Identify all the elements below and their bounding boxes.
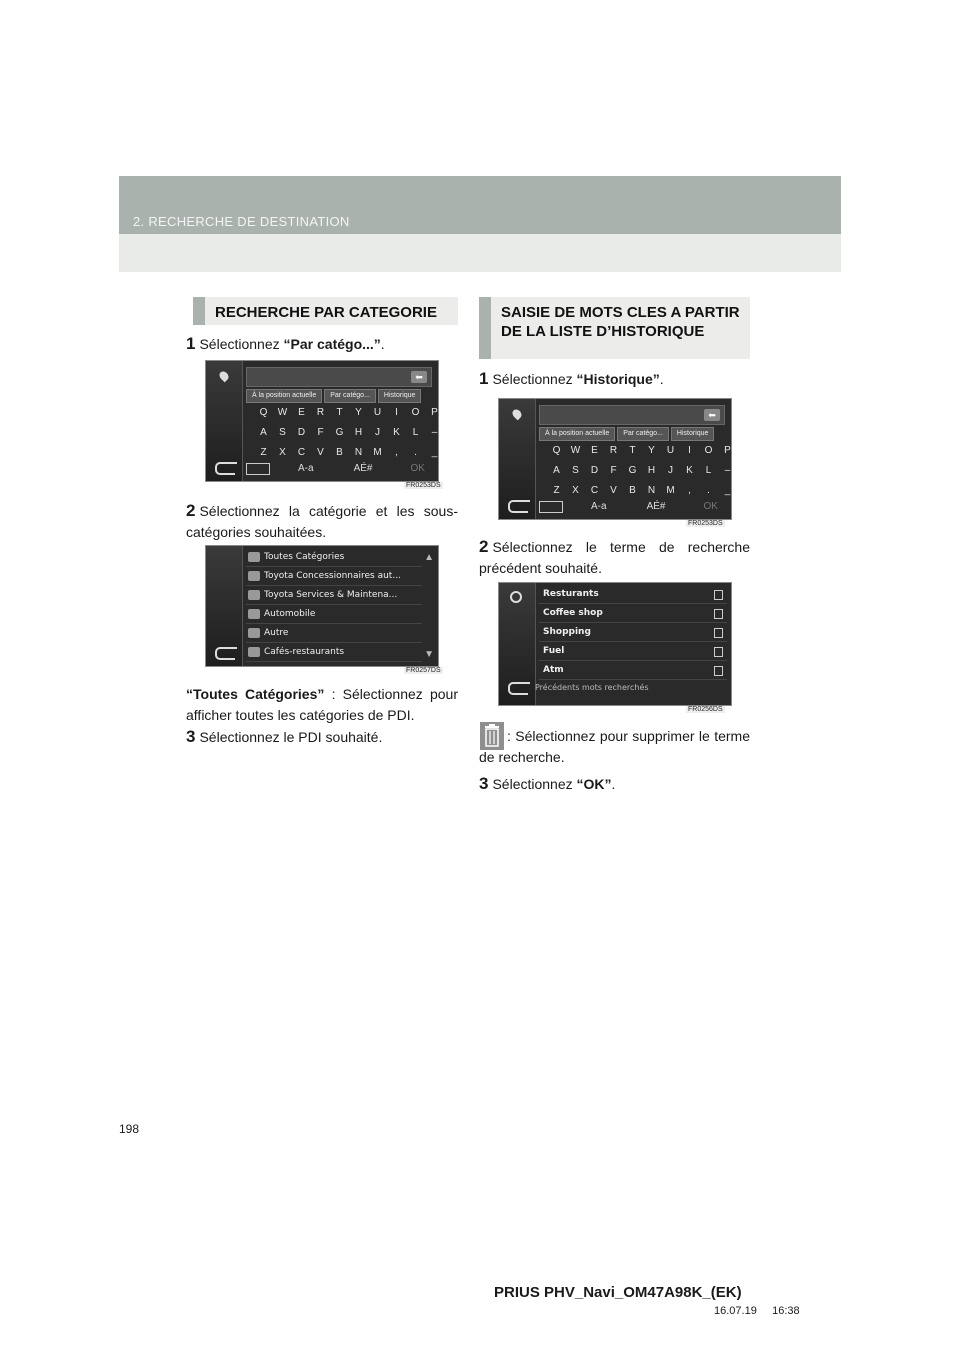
key: M (666, 485, 675, 496)
key-row-3 (547, 485, 732, 496)
key: N (354, 447, 363, 458)
key-row-1 (254, 407, 439, 418)
tab-position: À la position actuelle (539, 427, 615, 441)
scroll-up-icon: ▲ (424, 552, 434, 563)
section-title-text: RECHERCHE PAR CATEGORIE (215, 304, 437, 321)
header-title: 2. RECHERCHE DE DESTINATION (133, 214, 350, 229)
trash-icon (714, 628, 723, 638)
key: K (686, 465, 693, 476)
search-icon (510, 591, 522, 603)
key: L (705, 465, 712, 476)
car-icon (248, 609, 260, 619)
map-pin-icon (511, 408, 524, 421)
key: Y (648, 445, 655, 456)
screen-sidebar (206, 546, 243, 666)
key: D (297, 427, 306, 438)
key-row-1 (547, 445, 732, 456)
step-3-right: 3 Sélectionnez “OK”. (479, 774, 616, 793)
category-item: Toutes Catégories (246, 548, 422, 567)
tab-history: Historique (378, 389, 422, 403)
keyboard-icon (246, 463, 270, 475)
key: – (431, 427, 438, 438)
screenshot-history (498, 582, 732, 706)
section-title-category (193, 297, 458, 325)
page-header (119, 176, 841, 272)
trash-icon (714, 590, 723, 600)
screenshot-keyboard-left (205, 360, 439, 482)
key-row-2 (254, 427, 439, 438)
scroll-down-icon: ▼ (424, 649, 434, 660)
key: R (316, 407, 325, 418)
key: T (336, 407, 343, 418)
key-row-bottom (246, 463, 432, 477)
cup-icon (248, 647, 260, 657)
note-all-categories: “Toutes Catégories” : Sélectionnez pour afficher toutes les catégories de PDI. (186, 686, 458, 723)
key: , (395, 447, 398, 458)
key: _ (724, 485, 731, 496)
step-1-right: 1 Sélectionnez “Historique”. (479, 369, 664, 388)
key: C (297, 447, 306, 458)
screen-sidebar (206, 361, 243, 481)
history-footer: Précédents mots recherchés (535, 683, 649, 692)
tab-position: À la position actuelle (246, 389, 322, 403)
category-item: Automobile (246, 605, 422, 624)
screenshot-keyboard-right (498, 398, 732, 520)
key: A (260, 427, 267, 438)
tab-category: Par catégo... (324, 389, 376, 403)
history-item: Resturants (539, 585, 727, 604)
key: X (279, 447, 286, 458)
key: S (572, 465, 579, 476)
key-symbols: AÉ# (646, 501, 666, 512)
figure-code: FR0253DS (688, 520, 723, 527)
step-2-left: 2 Sélectionnez la catégorie et les sous-catégories souhaitées. (186, 501, 458, 540)
screen-input-bar (539, 405, 725, 425)
key: Q (552, 445, 561, 456)
page-number: 198 (119, 1122, 140, 1136)
trash-note: : Sélectionnez pour supprimer le terme de recherche. (479, 728, 750, 765)
key: Z (553, 485, 560, 496)
key: F (317, 427, 324, 438)
key: O (704, 445, 713, 456)
key: C (590, 485, 599, 496)
figure-code: FR0257DS (406, 667, 441, 674)
key: D (590, 465, 599, 476)
back-arrow-icon (508, 500, 528, 513)
section-title-history (479, 297, 750, 359)
key: K (393, 427, 400, 438)
key-ok: OK (703, 501, 718, 512)
trash-icon (714, 647, 723, 657)
screen-sidebar (499, 399, 536, 519)
trash-icon (714, 609, 723, 619)
screen-tabs (539, 427, 716, 441)
screen-input-bar (246, 367, 432, 387)
pin-icon (248, 628, 260, 638)
step-3-left: 3 Sélectionnez le PDI souhaité. (186, 727, 383, 746)
key: G (335, 427, 344, 438)
key: Z (260, 447, 267, 458)
map-pin-icon (218, 370, 231, 383)
back-arrow-icon (508, 682, 528, 695)
key: N (647, 485, 656, 496)
tab-history: Historique (671, 427, 715, 441)
toyota-logo-icon (248, 571, 260, 581)
key: E (298, 407, 305, 418)
backspace-icon: ⬅ (704, 409, 720, 421)
footer-doc-id: PRIUS PHV_Navi_OM47A98K_(EK) (494, 1284, 742, 1301)
key: V (610, 485, 617, 496)
key-symbols: AÉ# (353, 463, 373, 474)
back-arrow-icon (215, 462, 235, 475)
step-2-right: 2 Sélectionnez le terme de recherche précédent souhaité. (479, 537, 750, 576)
key: . (707, 485, 710, 496)
key-mode: A-a (298, 463, 314, 474)
key: I (395, 407, 398, 418)
step-1-left: 1 Sélectionnez “Par catégo...”. (186, 334, 385, 353)
key: H (354, 427, 363, 438)
key-mode: A-a (591, 501, 607, 512)
category-icon (248, 552, 260, 562)
history-item: Fuel (539, 642, 727, 661)
figure-code: FR0253DS (406, 482, 441, 489)
history-item: Shopping (539, 623, 727, 642)
key: P (724, 445, 731, 456)
trash-icon (714, 666, 723, 676)
key: O (411, 407, 420, 418)
toyota-logo-icon (248, 590, 260, 600)
key: W (277, 407, 288, 418)
key-row-2 (547, 465, 732, 476)
screen-sidebar (499, 583, 536, 705)
key: U (373, 407, 382, 418)
key: L (412, 427, 419, 438)
key: F (610, 465, 617, 476)
section-title-text: SAISIE DE MOTS CLES A PARTIR DE LA LISTE D’HISTORIQUE (501, 304, 740, 340)
key: B (336, 447, 343, 458)
key: A (553, 465, 560, 476)
history-item: Coffee shop (539, 604, 727, 623)
category-item: Autre (246, 624, 422, 643)
key-row-bottom (539, 501, 725, 515)
key-ok: OK (410, 463, 425, 474)
key: V (317, 447, 324, 458)
key: G (628, 465, 637, 476)
keyboard-icon (539, 501, 563, 513)
key: E (591, 445, 598, 456)
key: I (688, 445, 691, 456)
key: J (375, 427, 380, 438)
key: X (572, 485, 579, 496)
key: R (609, 445, 618, 456)
backspace-icon: ⬅ (411, 371, 427, 383)
key: . (414, 447, 417, 458)
header-band (119, 176, 841, 234)
key: – (724, 465, 731, 476)
key: S (279, 427, 286, 438)
back-arrow-icon (215, 647, 235, 660)
key: U (666, 445, 675, 456)
key: J (668, 465, 673, 476)
tab-category: Par catégo... (617, 427, 669, 441)
footer-stamp: 16.07.19 16:38 (714, 1305, 800, 1317)
key: , (688, 485, 691, 496)
key: T (629, 445, 636, 456)
key: _ (431, 447, 438, 458)
section-bar (479, 297, 491, 359)
section-bar (193, 297, 205, 325)
figure-code: FR0256DS (688, 706, 723, 713)
key: B (629, 485, 636, 496)
key: P (431, 407, 438, 418)
key: W (570, 445, 581, 456)
history-item: Atm (539, 661, 727, 680)
key: M (373, 447, 382, 458)
screen-tabs (246, 389, 423, 403)
key: Q (259, 407, 268, 418)
screenshot-categories (205, 545, 439, 667)
key: H (647, 465, 656, 476)
category-item: Toyota Concessionnaires aut... (246, 567, 422, 586)
key: Y (355, 407, 362, 418)
category-item: Cafés-restaurants (246, 643, 422, 662)
key-row-3 (254, 447, 439, 458)
category-item: Toyota Services & Maintena... (246, 586, 422, 605)
